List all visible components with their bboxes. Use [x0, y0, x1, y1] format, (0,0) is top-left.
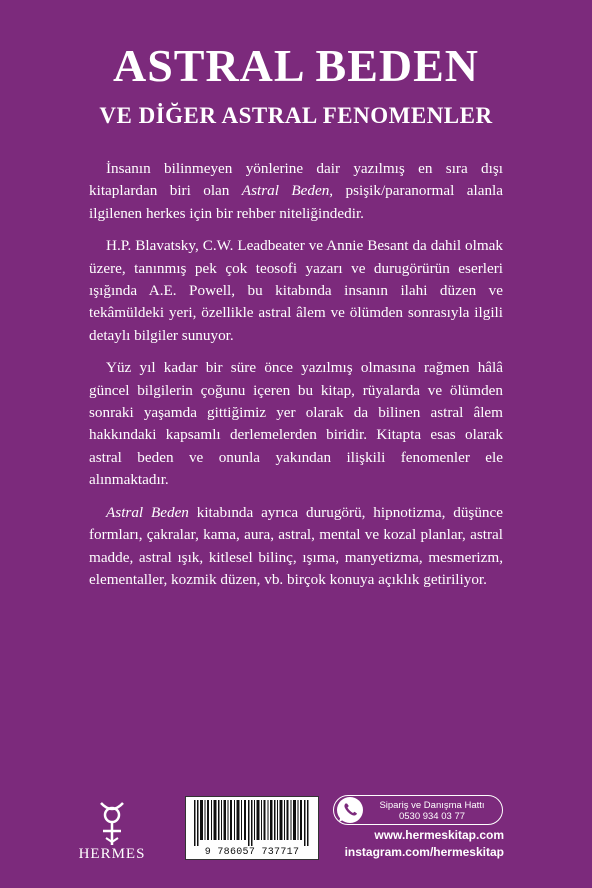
- publisher-logo: [74, 801, 150, 867]
- whatsapp-phone-icon: [334, 794, 366, 826]
- blurb-paragraph-1: İnsanın bilinmeyen yönlerine dair yazılmış en sıra dışı kitaplardan biri olan Astral Beden, psişik/paranormal alanla ilgilenen herkes için bir rehber niteliğindedir.: [89, 160, 503, 222]
- back-cover-blurb: [89, 158, 503, 601]
- blurb-paragraph-4: Astral Beden kitabında ayrıca durugörü, hipnotizma, düşünce formları, çakralar, kama, aura, astral, mental ve kozal planlar, astral madde, astral ışık, kitlesel bilinç, ışıma, manyetizma, mesmerizm, elementaller, kozmik düzen, vb. birçok konuya açıklık getiriliyor.: [89, 503, 503, 588]
- hermes-symbol-icon: [95, 801, 129, 847]
- book-title: ASTRAL BEDEN: [112, 40, 480, 91]
- book-subtitle: VE DİĞER ASTRAL FENOMENLER: [99, 103, 493, 128]
- hotline-label: Sipariş ve Danışma Hattı: [379, 800, 485, 811]
- publisher-name: HERMES: [78, 846, 146, 862]
- book-name-italic: Astral Beden: [106, 503, 189, 521]
- barcode-icon: [192, 800, 312, 846]
- blurb-paragraph-2: H.P. Blavatsky, C.W. Leadbeater ve Annie Besant da dahil olmak üzere, tanınmış pek çok teosofi yazarı ve durugörürün eserleri ışığında A.E. Powell, bu kitabında insanın ilahi düzen ve tekâmüldeki yeri, özellikle astral âlem ve ölümden sonrasıyla ilgili detaylı bilgiler sunuyor.: [89, 237, 503, 344]
- isbn-barcode: [185, 796, 319, 860]
- hotline-number[interactable]: 0530 934 03 77: [398, 811, 466, 822]
- book-name-italic: Astral Beden: [241, 182, 330, 200]
- publisher-instagram-link[interactable]: instagram.com/hermeskitap: [344, 845, 504, 859]
- blurb-paragraph-3: Yüz yıl kadar bir süre önce yazılmış olmasına rağmen hâlâ güncel bilgilerin çoğunu içeren bu kitap, rüyalarda ve ölümden sonraki yaşamda gittiğimiz yer olarak da bilinen astral âlem hakkındaki kapsamlı derlemelerden biridir. Kitapta esas olarak astral beden ve onunla yakından ilişkili fenomenler ele alınmaktadır.: [89, 359, 503, 489]
- order-hotline-box[interactable]: [333, 795, 503, 825]
- isbn-number: 9 786057 737717: [204, 847, 300, 858]
- publisher-website-link[interactable]: www.hermeskitap.com: [374, 828, 504, 842]
